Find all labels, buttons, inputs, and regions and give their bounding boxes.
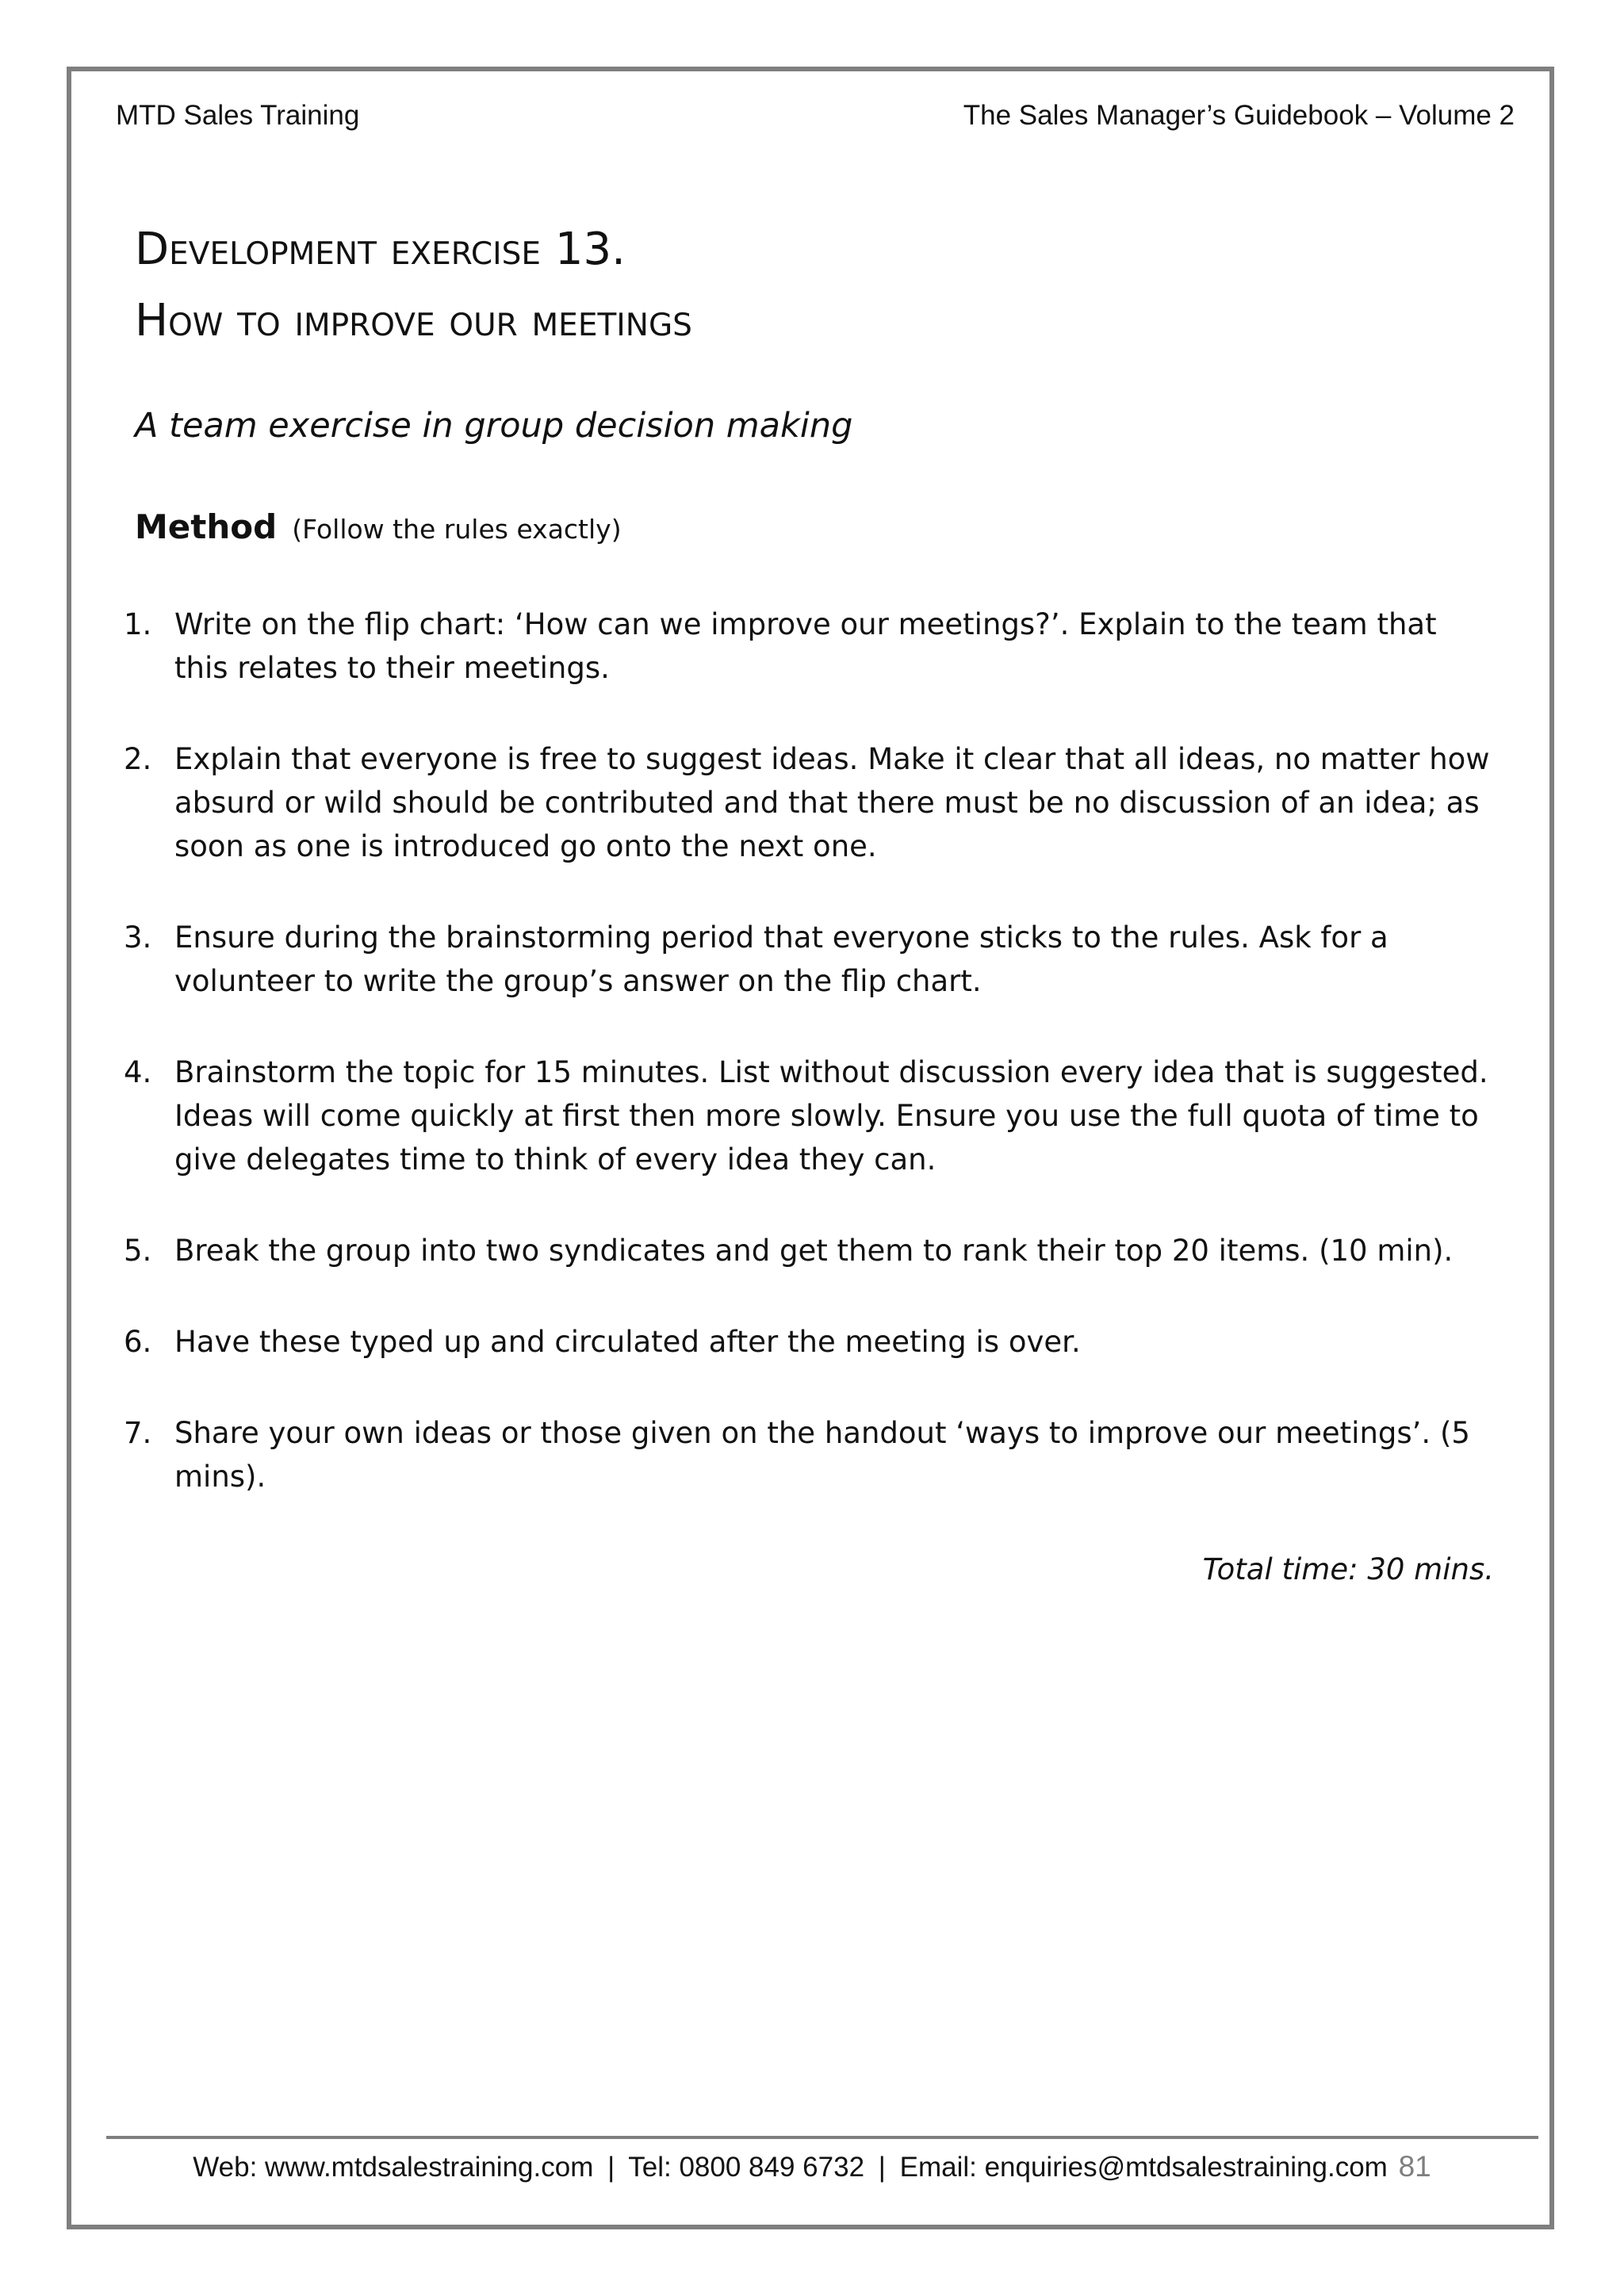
- step-text: Break the group into two syndicates and get them to rank their top 20 items. (10 min).: [174, 1234, 1454, 1268]
- footer: [0, 2150, 1624, 2183]
- steps-list: [119, 603, 1499, 1546]
- title-exercise-number: Development exercise 13.: [135, 224, 626, 275]
- total-time: Total time: 30 mins.: [1202, 1552, 1494, 1586]
- step-item: [119, 1320, 1499, 1364]
- step-number: 7.: [124, 1416, 152, 1450]
- step-text: Ensure during the brainstorming period that everyone sticks to the rules. Ask for a volunteer to write the group’s answer on the flip chart.: [174, 920, 1388, 998]
- title-exercise-name: How to improve our meetings: [135, 295, 692, 346]
- method-heading: [135, 507, 622, 546]
- step-number: 6.: [124, 1325, 152, 1359]
- step-text: Write on the flip chart: ‘How can we improve our meetings?’. Explain to the team that this relates to their meetings.: [174, 607, 1437, 685]
- footer-web: Web: www.mtdsalestraining.com: [193, 2152, 594, 2183]
- step-number: 3.: [124, 920, 152, 955]
- footer-separator: |: [607, 2152, 615, 2183]
- step-text: Have these typed up and circulated after the meeting is over.: [174, 1325, 1081, 1359]
- page-subtitle: A team exercise in group decision making: [135, 406, 853, 446]
- step-number: 5.: [124, 1234, 152, 1268]
- step-item: [119, 737, 1499, 868]
- step-number: 4.: [124, 1055, 152, 1089]
- method-note: (Follow the rules exactly): [292, 514, 622, 545]
- step-text: Share your own ideas or those given on the handout ‘ways to improve our meetings’. (5 mins).: [174, 1416, 1470, 1494]
- step-item: [119, 1229, 1499, 1272]
- method-label: Method: [135, 507, 278, 546]
- step-number: 2.: [124, 742, 152, 776]
- footer-divider: [106, 2136, 1538, 2139]
- step-item: [119, 1050, 1499, 1181]
- footer-email: Email: enquiries@mtdsalestraining.com: [899, 2152, 1388, 2183]
- footer-separator: |: [878, 2152, 886, 2183]
- step-item: [119, 916, 1499, 1003]
- step-item: [119, 1411, 1499, 1498]
- footer-tel: Tel: 0800 849 6732: [628, 2152, 865, 2183]
- header-company: MTD Sales Training: [116, 100, 360, 131]
- page-number: 81: [1398, 2150, 1431, 2183]
- step-number: 1.: [124, 607, 152, 641]
- header-book-title: The Sales Manager’s Guidebook – Volume 2: [963, 100, 1515, 131]
- step-item: [119, 603, 1499, 690]
- step-text: Explain that everyone is free to suggest ideas. Make it clear that all ideas, no matter how absurd or wild should be contributed and that there must be no discussion of an idea; as soon as one is introduced go onto the next one.: [174, 742, 1490, 863]
- page-title: [135, 214, 692, 357]
- step-text: Brainstorm the topic for 15 minutes. List without discussion every idea that is suggested. Ideas will come quickly at first then more slowly. Ensure you use the full quota of time to give delegates time to think of every idea they can.: [174, 1055, 1488, 1177]
